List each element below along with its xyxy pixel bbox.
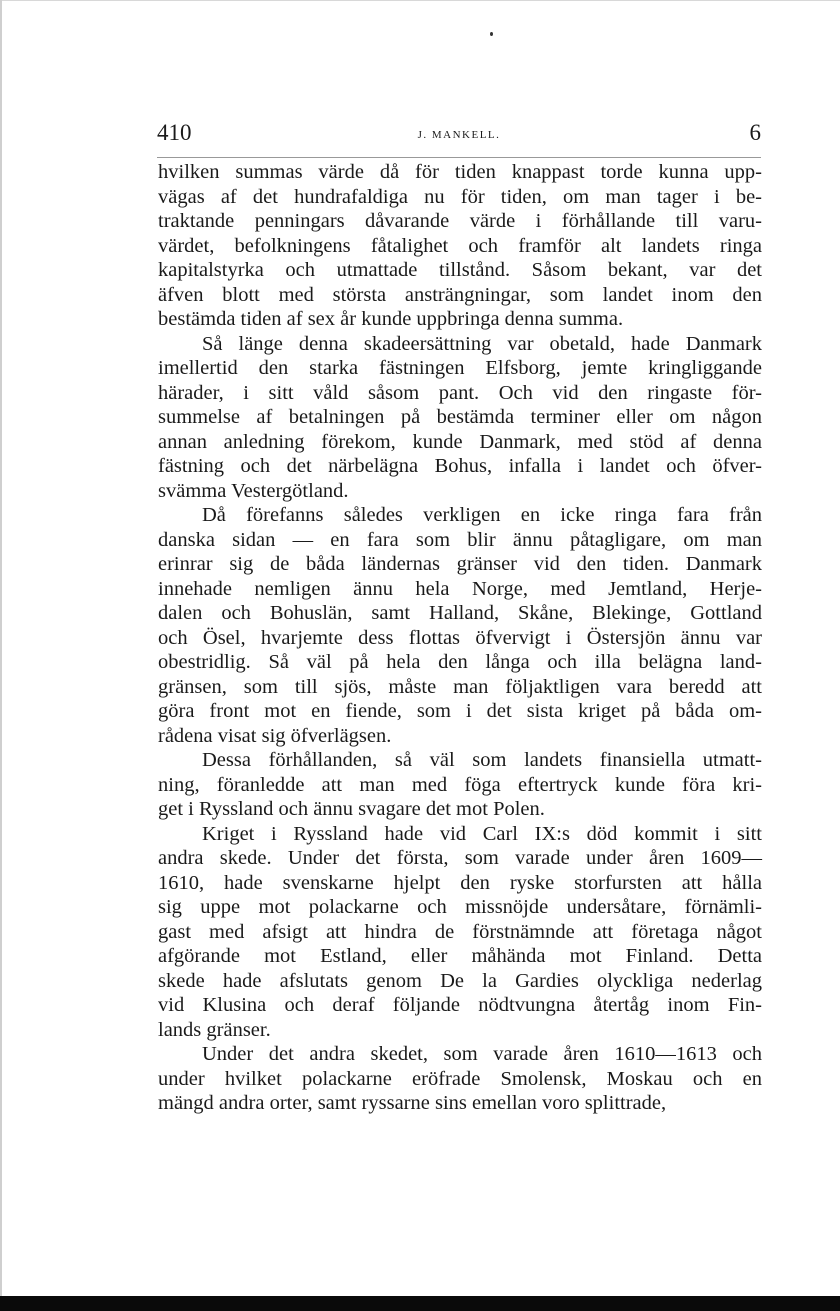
text-line: 1610, hade svenskarne hjelpt den ryske storfursten att hålla: [158, 871, 762, 894]
body-text: [158, 160, 762, 1116]
text-line: lands gränser.: [158, 1018, 271, 1041]
text-line: värdet, befolkningens fåtalighet och framför alt landets ringa: [158, 234, 762, 257]
text-line: ning, föranledde att man med föga eftertryck kunde föra kri-: [158, 773, 762, 796]
paragraph: [158, 822, 762, 1043]
text-line: hvilken summas värde då för tiden knappast torde kunna upp-: [158, 161, 762, 183]
text-line: innehade nemligen ännu hela Norge, med Jemtland, Herje-: [158, 577, 762, 600]
page-number: 410: [157, 120, 192, 145]
text-line: summelse af betalningen på bestämda terminer eller om någon: [158, 406, 762, 428]
text-line: under hvilket polackarne eröfrade Smolensk, Moskau och en: [158, 1067, 762, 1090]
text-line: gast med afsigt att hindra de förstnämnde att företaga något: [158, 920, 762, 943]
text-line: vid Klusina och deraf följande nödtvungna återtåg inom Fin-: [158, 994, 762, 1016]
scan-left-edge: [0, 0, 2, 1311]
text-line: Under det andra skedet, som varade åren 1610—1613 och: [202, 1043, 762, 1065]
text-line: Då förefanns således verkligen en icke ringa fara från: [202, 504, 762, 526]
scan-top-edge: [0, 0, 840, 1]
text-line: skede hade afslutats genom De la Gardies olyckliga nederlag: [158, 969, 762, 992]
paragraph: [158, 1042, 762, 1116]
text-line: get i Ryssland och ännu svagare det mot Polen.: [158, 798, 545, 820]
ink-speck: [490, 32, 493, 36]
text-line: härader, i sitt våld såsom pant. Och vid den ringaste för-: [158, 381, 762, 404]
text-line: traktande penningars dåvarande värde i förhållande till varu-: [158, 210, 762, 232]
text-line: mängd andra orter, samt ryssarne sins emellan voro splittrade,: [158, 1092, 667, 1114]
header-rule: [157, 157, 761, 158]
text-line: danska sidan — en fara som blir ännu påtagligare, om man: [158, 528, 762, 551]
text-line: dalen och Bohuslän, samt Halland, Skåne, Blekinge, Gottland: [158, 602, 762, 624]
text-line: bestämda tiden af sex år kunde uppbringa denna summa.: [158, 308, 624, 330]
text-line: annan anledning förekom, kunde Danmark, med stöd af denna: [158, 430, 762, 453]
scan-bottom-edge: [0, 1296, 840, 1311]
text-line: kapitalstyrka och utmattade tillstånd. Såsom bekant, var det: [158, 259, 762, 281]
page-header: [157, 120, 761, 150]
paragraph: [158, 748, 762, 822]
text-line: göra front mot en fiende, som i det sista kriget på båda om-: [158, 700, 762, 722]
text-line: sig uppe mot polackarne och missnöjde undersåtare, förnämli-: [158, 896, 762, 918]
text-line: fästning och det närbelägna Bohus, infalla i landet och öfver-: [158, 455, 762, 477]
signature-mark: 6: [749, 120, 761, 145]
paragraph: [158, 332, 762, 504]
text-line: imellertid den starka fästningen Elfsborg, jemte kringliggande: [158, 357, 762, 379]
text-line: gränsen, som till sjös, måste man följaktligen vara beredd att: [158, 675, 762, 698]
text-line: obestridlig. Så väl på hela den långa och illa belägna land-: [158, 651, 762, 673]
text-line: Så länge denna skadeersättning var obetald, hade Danmark: [202, 332, 762, 355]
text-line: afgörande mot Estland, eller måhända mot Finland. Detta: [158, 945, 762, 967]
text-line: äfven blott med största ansträngningar, som landet inom den: [158, 283, 762, 306]
paragraph: [158, 160, 762, 332]
paragraph: [158, 503, 762, 748]
text-line: andra skede. Under det första, som varade under åren 1609—: [158, 847, 762, 869]
text-line: rådena visat sig öfverlägsen.: [158, 724, 392, 747]
text-line: och Ösel, hvarjemte dess flottas öfvervigt i Östersjön ännu var: [158, 626, 762, 649]
text-line: erinrar sig de båda ländernas gränser vid den tiden. Danmark: [158, 553, 762, 575]
text-line: Dessa förhållanden, så väl som landets finansiella utmatt-: [202, 749, 762, 771]
text-line: svämma Vestergötland.: [158, 479, 349, 502]
text-line: Kriget i Ryssland hade vid Carl IX:s död kommit i sitt: [202, 822, 762, 845]
running-head: J. MANKELL.: [417, 129, 501, 141]
text-line: vägas af det hundrafaldiga nu för tiden, om man tager i be-: [158, 185, 762, 208]
